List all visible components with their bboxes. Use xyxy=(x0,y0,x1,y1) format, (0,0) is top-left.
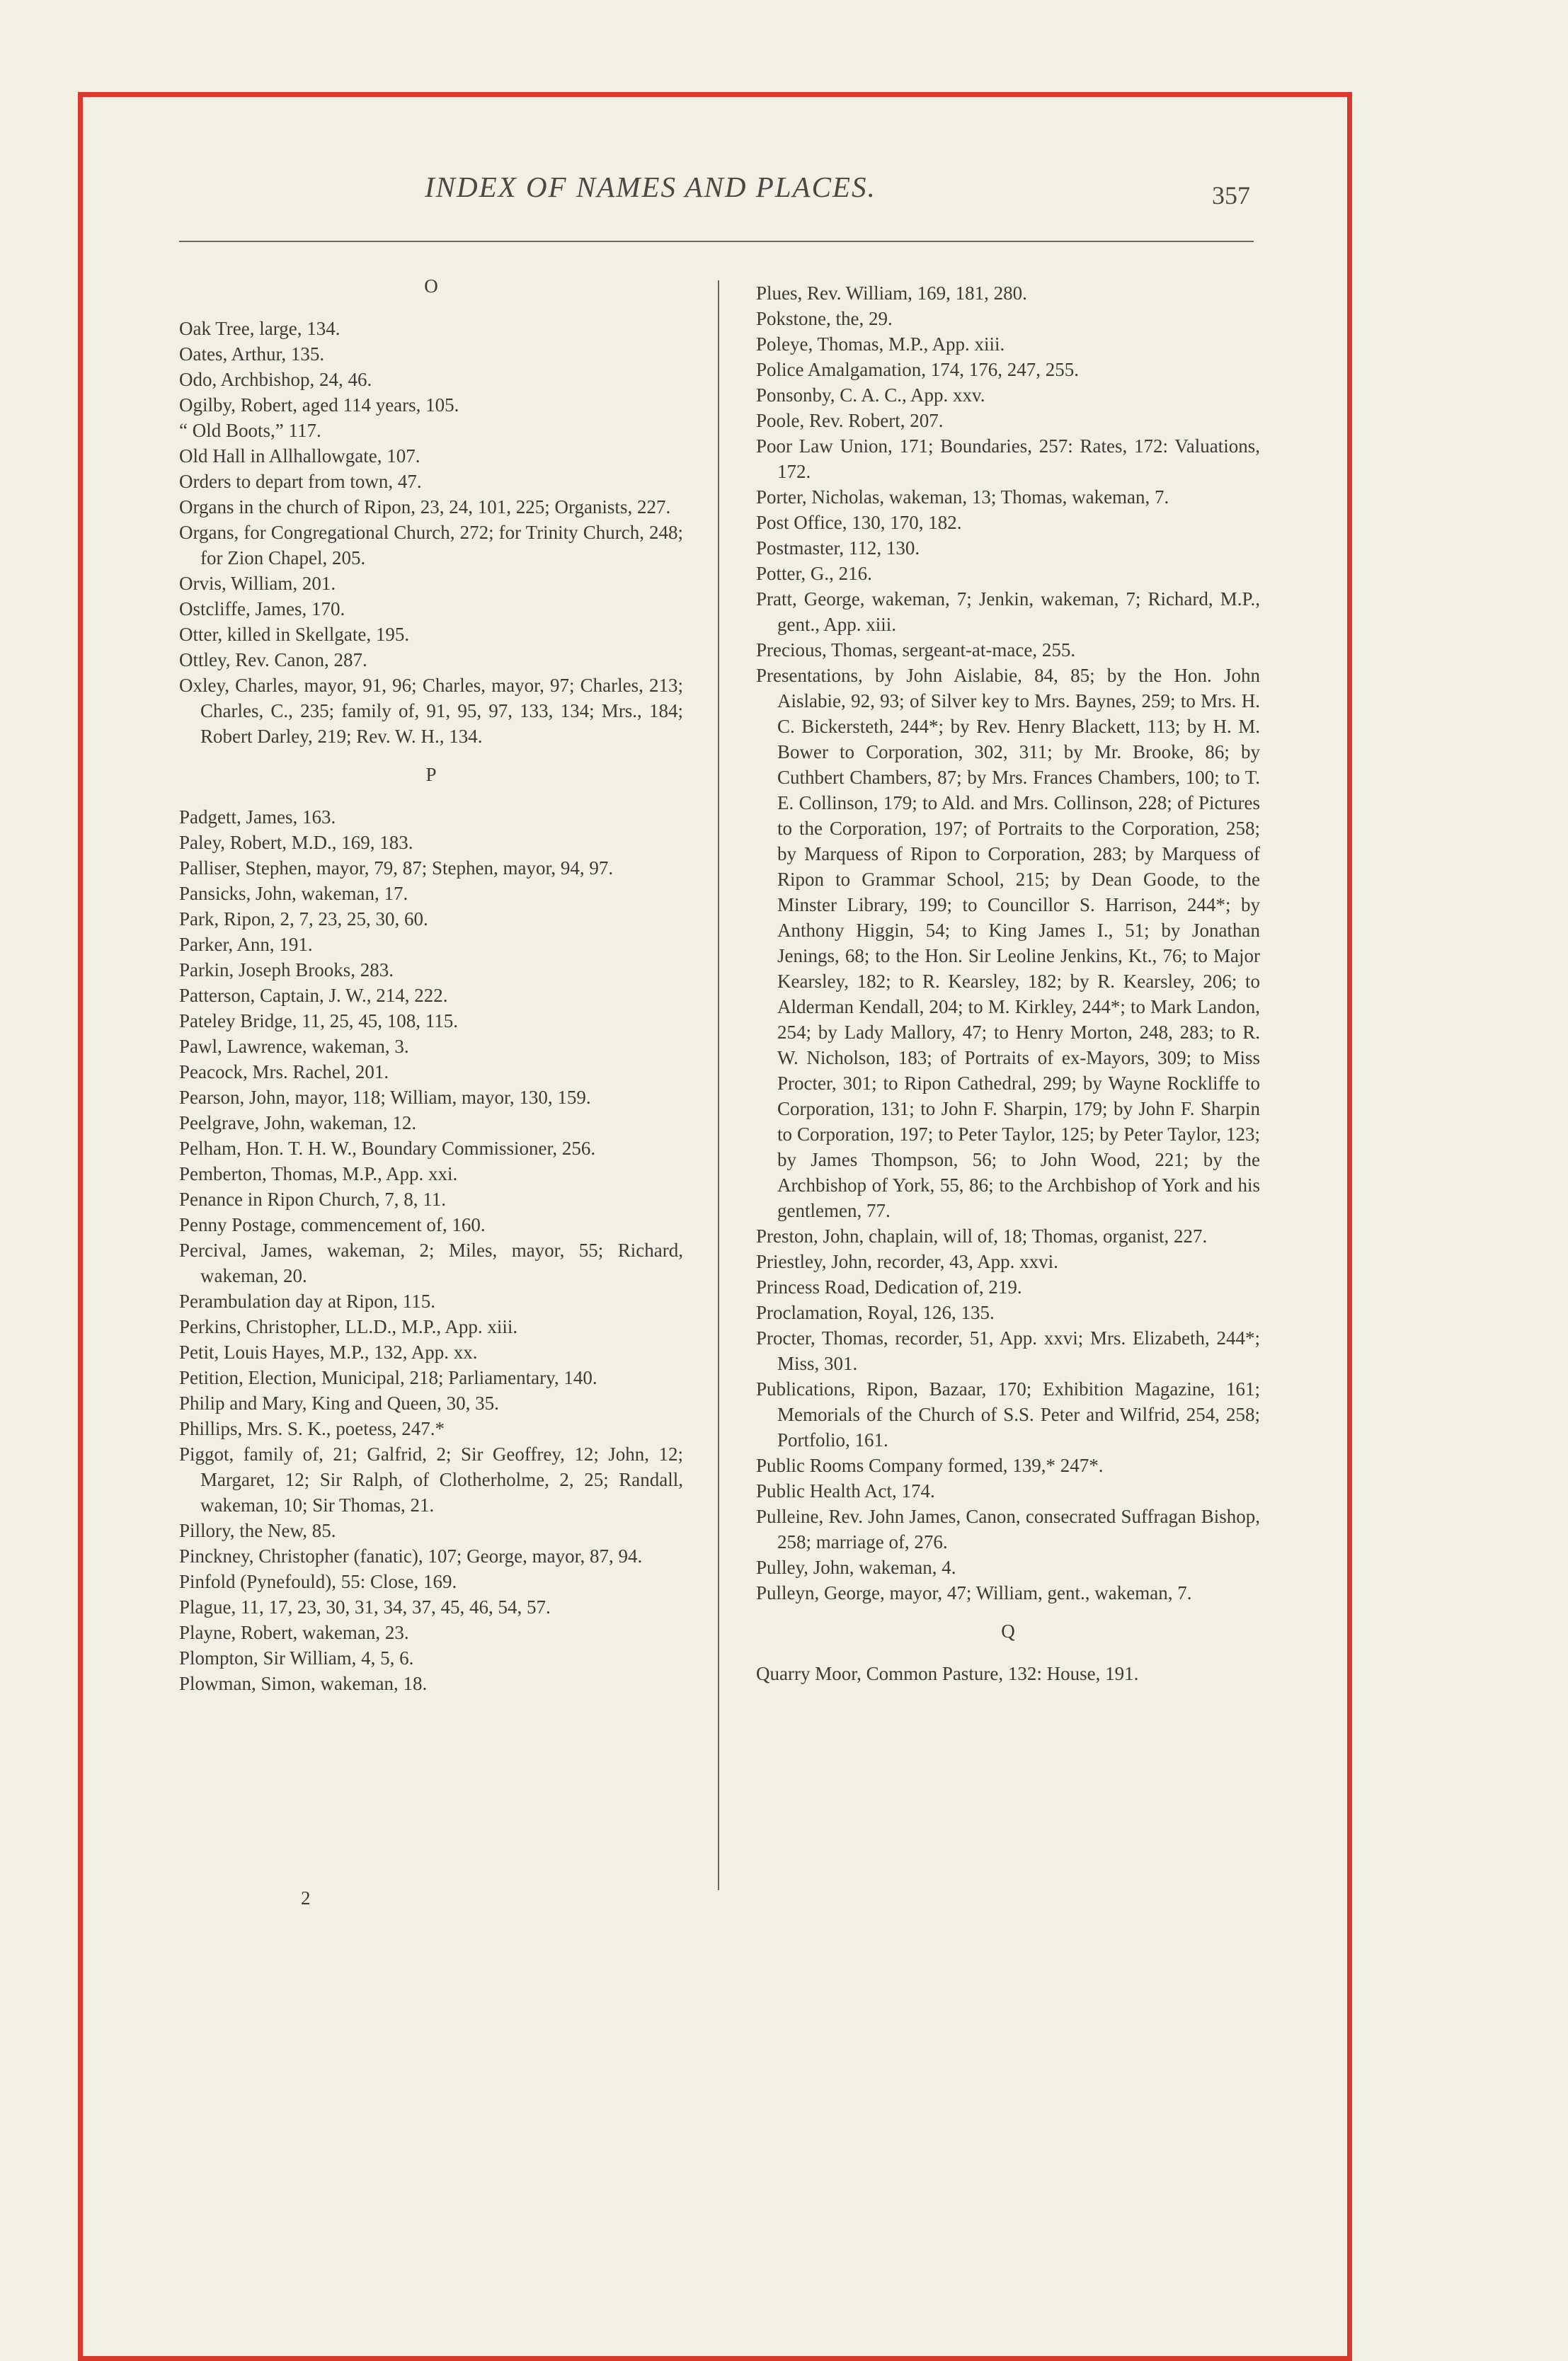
index-entry: Perkins, Christopher, LL.D., M.P., App. xiii. xyxy=(179,1316,518,1337)
index-entry: Philip and Mary, King and Queen, 30, 35. xyxy=(179,1393,499,1414)
index-entry: Poleye, Thomas, M.P., App. xiii. xyxy=(756,333,1005,355)
index-entry: Orders to depart from town, 47. xyxy=(179,471,422,492)
section-letter-p: P xyxy=(425,764,437,785)
index-entry: Peelgrave, John, wakeman, 12. xyxy=(179,1112,417,1133)
index-entry: Pulleyn, George, mayor, 47; William, gent., wakeman, 7. xyxy=(756,1582,1192,1603)
index-entry: Ogilby, Robert, aged 114 years, 105. xyxy=(179,394,459,416)
section-letter-q: Q xyxy=(1001,1620,1015,1642)
index-entry: Penny Postage, commencement of, 160. xyxy=(179,1214,486,1235)
index-entry: Public Rooms Company formed, 139,* 247*. xyxy=(756,1455,1104,1476)
index-entry: Orvis, William, 201. xyxy=(179,573,336,594)
index-entry: Public Health Act, 174. xyxy=(756,1480,935,1502)
signature-mark: 2 xyxy=(301,1887,311,1909)
index-entry: Ottley, Rev. Canon, 287. xyxy=(179,649,367,670)
index-entry: Oates, Arthur, 135. xyxy=(179,343,325,365)
index-entry: Perambulation day at Ripon, 115. xyxy=(179,1291,435,1312)
index-entry: Penance in Ripon Church, 7, 8, 11. xyxy=(179,1189,446,1210)
index-entry: Poor Law Union, 171; Boundaries, 257: Rates, 172: Valuations, 172. xyxy=(756,435,1260,482)
index-entry: Pillory, the New, 85. xyxy=(179,1520,336,1541)
index-entry: Plompton, Sir William, 4, 5, 6. xyxy=(179,1647,414,1669)
index-entry: Organs, for Congregational Church, 272; for Trinity Church, 248; for Zion Chapel, 205. xyxy=(179,522,683,568)
header-rule xyxy=(179,241,1254,242)
index-entry: Pokstone, the, 29. xyxy=(756,308,893,329)
index-entry: Pinckney, Christopher (fanatic), 107; George, mayor, 87, 94. xyxy=(179,1545,643,1567)
index-entry: Phillips, Mrs. S. K., poetess, 247.* xyxy=(179,1418,445,1439)
index-entry: Procter, Thomas, recorder, 51, App. xxvi; Mrs. Elizabeth, 244*; Miss, 301. xyxy=(756,1327,1260,1374)
index-entry: Plues, Rev. William, 169, 181, 280. xyxy=(756,282,1027,304)
index-entry: Ponsonby, C. A. C., App. xxv. xyxy=(756,384,985,406)
index-entry: Otter, killed in Skellgate, 195. xyxy=(179,624,410,645)
index-entry: Ostcliffe, James, 170. xyxy=(179,598,345,619)
column-divider xyxy=(718,280,719,1890)
index-entry: Poole, Rev. Robert, 207. xyxy=(756,410,944,431)
q-entries-list xyxy=(756,1661,1260,1686)
index-entry: Postmaster, 112, 130. xyxy=(756,537,920,559)
index-entry: Presentations, by John Aislabie, 84, 85; by the Hon. John Aislabie, 92, 93; of Silver key to Mrs. Baynes, 259; to Mrs. H. C. Bickersteth, 244*; by Rev. Henry Blackett, 113; by H. M. Bower to Corporation, 302, 311; by Mr. Brooke, 86; by Cuthbert Chambers, 87; by Mrs. Frances Chambers, 100; to T. E. Collinson, 179; to Ald. and Mrs. Collinson, 228; of Pictures to the Corporation, 197; of Portraits to the Corporation, 258; by Marquess of Ripon to Corporation, 283; by Marquess of Ripon to Grammar School, 215; by Dean Goode, to the Minster Library, 199; to Councillor S. Harrison, 244*; by Anthony Higgin, 54; to King James I., 51; by Jonathan Jenings, 68; to the Hon. Sir Leoline Jenkins, Kt., 76; to Major Kearsley, 182; to R. Kearsley, 182; by R. Kearsley, 206; to Alderman Kendall, 204; to M. Kirkley, 244*; to Mark Landon, 254; by Lady Mallory, 47; to Henry Morton, 248, 283; to R. W. Nicholson, 183; of Portraits of ex-Mayors, 309; to Miss Procter, 301; to Ripon Cathedral, 299; by Wayne Rockliffe to Corporation, 131; to John F. Sharpin, 179; by John F. Sharpin to Corporation, 197; to Peter Taylor, 125; by Peter Taylor, 123; by James Thompson, 56; to John Wood, 221; by the Archbishop of York, 55, 86; to the Archbishop of York and his gentlemen, 77. xyxy=(756,665,1260,1221)
index-entry: Percival, James, wakeman, 2; Miles, mayor, 55; Richard, wakeman, 20. xyxy=(179,1240,683,1286)
index-entry: Petition, Election, Municipal, 218; Parliamentary, 140. xyxy=(179,1367,597,1388)
index-entry: Old Hall in Allhallowgate, 107. xyxy=(179,445,420,467)
index-entry: Porter, Nicholas, wakeman, 13; Thomas, wakeman, 7. xyxy=(756,486,1169,508)
index-entry: Priestley, John, recorder, 43, App. xxvi. xyxy=(756,1251,1058,1272)
index-entry: Petit, Louis Hayes, M.P., 132, App. xx. xyxy=(179,1342,478,1363)
index-entry: Pemberton, Thomas, M.P., App. xxi. xyxy=(179,1163,458,1184)
index-entry: Potter, G., 216. xyxy=(756,563,872,584)
index-entry: Pearson, John, mayor, 118; William, mayor, 130, 159. xyxy=(179,1087,591,1108)
index-entry: Pelham, Hon. T. H. W., Boundary Commissioner, 256. xyxy=(179,1138,596,1159)
index-entry: Post Office, 130, 170, 182. xyxy=(756,512,962,533)
page-title: INDEX OF NAMES AND PLACES. xyxy=(425,171,876,203)
index-entry: Pansicks, John, wakeman, 17. xyxy=(179,883,408,904)
left-column xyxy=(179,266,683,1696)
index-entry: Publications, Ripon, Bazaar, 170; Exhibition Magazine, 161; Memorials of the Church of S.S. Peter and Wilfrid, 254, 258; Portfolio, 161. xyxy=(756,1378,1260,1451)
index-entry: Pulley, John, wakeman, 4. xyxy=(756,1557,956,1578)
index-entry: Peacock, Mrs. Rachel, 201. xyxy=(179,1061,389,1082)
index-entry: Oxley, Charles, mayor, 91, 96; Charles, mayor, 97; Charles, 213; Charles, C., 235; family of, 91, 95, 97, 133, 134; Mrs., 184; Robert Darley, 219; Rev. W. H., 134. xyxy=(179,675,683,747)
index-entry: Quarry Moor, Common Pasture, 132: House, 191. xyxy=(756,1663,1139,1684)
index-entry: Pateley Bridge, 11, 25, 45, 108, 115. xyxy=(179,1010,458,1031)
index-entry: Princess Road, Dedication of, 219. xyxy=(756,1276,1022,1298)
o-entries-list xyxy=(179,316,683,749)
index-entry: Playne, Robert, wakeman, 23. xyxy=(179,1622,409,1643)
p-entries-list-left xyxy=(179,804,683,1696)
index-entry: Police Amalgamation, 174, 176, 247, 255. xyxy=(756,359,1079,380)
index-entry: Pulleine, Rev. John James, Canon, consecrated Suffragan Bishop, 258; marriage of, 276. xyxy=(756,1506,1260,1553)
index-entry: Palliser, Stephen, mayor, 79, 87; Stephen, mayor, 94, 97. xyxy=(179,857,614,879)
index-entry: “ Old Boots,” 117. xyxy=(179,420,321,441)
index-entry: Proclamation, Royal, 126, 135. xyxy=(756,1302,995,1323)
index-entry: Paley, Robert, M.D., 169, 183. xyxy=(179,832,413,853)
index-entry: Organs in the church of Ripon, 23, 24, 101, 225; Organists, 227. xyxy=(179,496,671,518)
index-entry: Parkin, Joseph Brooks, 283. xyxy=(179,959,394,981)
index-entry: Patterson, Captain, J. W., 214, 222. xyxy=(179,985,448,1006)
index-entry: Parker, Ann, 191. xyxy=(179,934,313,955)
index-entry: Pawl, Lawrence, wakeman, 3. xyxy=(179,1036,409,1057)
index-entry: Odo, Archbishop, 24, 46. xyxy=(179,369,372,390)
index-entry: Precious, Thomas, sergeant-at-mace, 255. xyxy=(756,639,1076,661)
index-entry: Preston, John, chaplain, will of, 18; Thomas, organist, 227. xyxy=(756,1225,1208,1247)
index-entry: Padgett, James, 163. xyxy=(179,806,336,828)
index-entry: Oak Tree, large, 134. xyxy=(179,318,341,339)
p-entries-list-right xyxy=(756,280,1260,1606)
index-entry: Pinfold (Pynefould), 55: Close, 169. xyxy=(179,1571,457,1592)
index-entry: Piggot, family of, 21; Galfrid, 2; Sir Geoffrey, 12; John, 12; Margaret, 12; Sir Ralph, of Clotherholme, 2, 25; Randall, wakeman, 10; Sir Thomas, 21. xyxy=(179,1444,683,1516)
page-number: 357 xyxy=(1212,181,1250,210)
index-entry: Park, Ripon, 2, 7, 23, 25, 30, 60. xyxy=(179,908,428,930)
section-letter-o: O xyxy=(424,275,438,297)
index-entry: Pratt, George, wakeman, 7; Jenkin, wakeman, 7; Richard, M.P., gent., App. xiii. xyxy=(756,588,1260,635)
index-entry: Plowman, Simon, wakeman, 18. xyxy=(179,1673,428,1694)
index-entry: Plague, 11, 17, 23, 30, 31, 34, 37, 45, 46, 54, 57. xyxy=(179,1596,551,1618)
right-column xyxy=(756,280,1260,1686)
